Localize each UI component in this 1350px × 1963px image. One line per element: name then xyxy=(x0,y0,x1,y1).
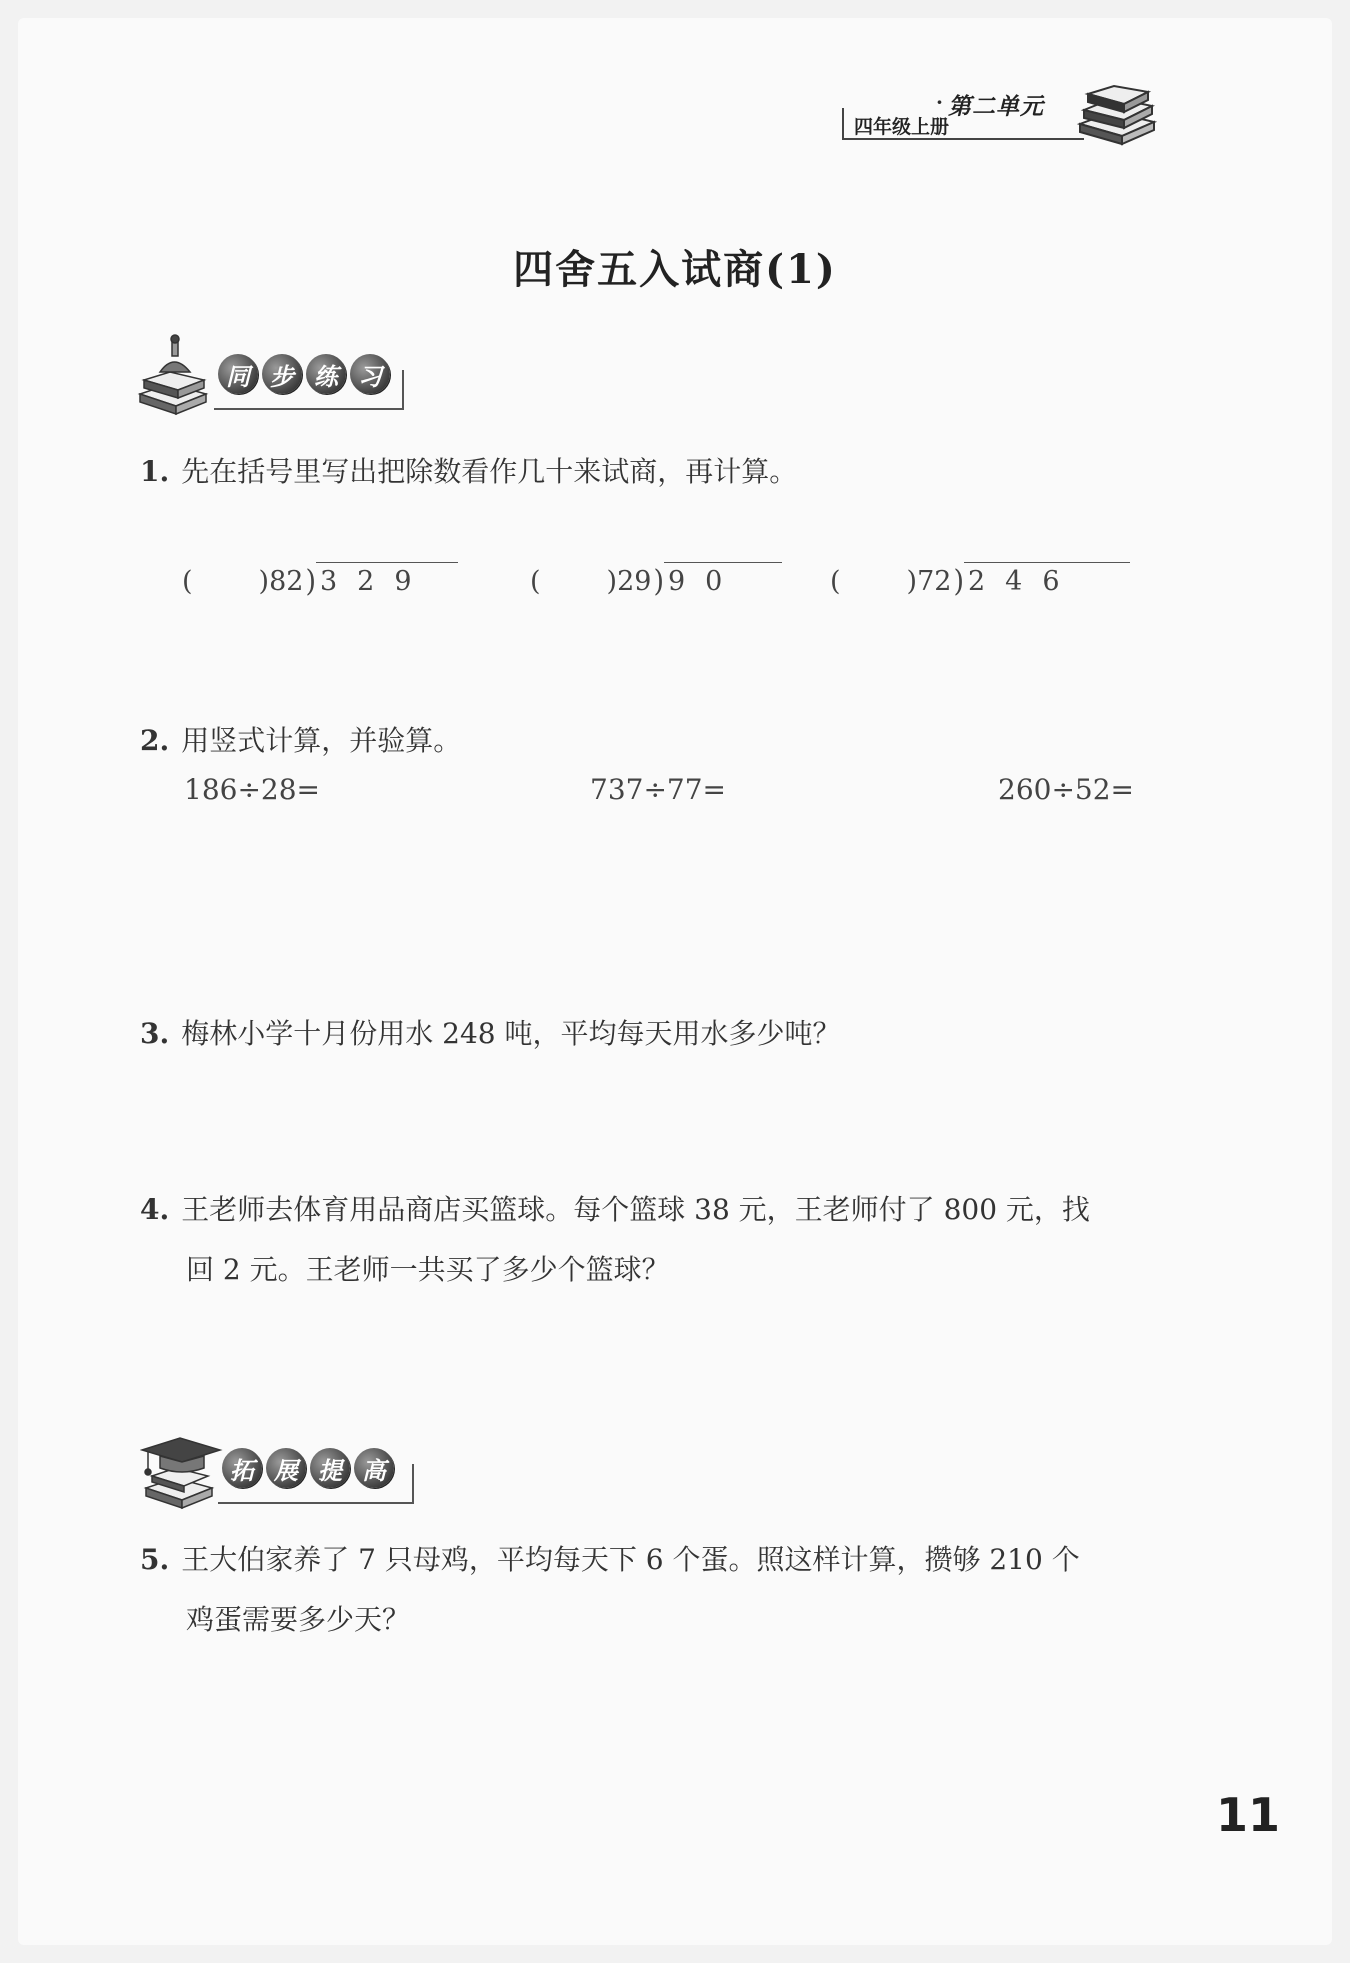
badge-char: 提 xyxy=(310,1448,350,1488)
question-number: 3. xyxy=(140,1017,170,1050)
question-text-line2: 鸡蛋需要多少天？ xyxy=(186,1603,411,1636)
header-dot: · xyxy=(936,90,943,114)
divisor: 82 xyxy=(269,566,304,597)
question-text-line2: 回 2 元。王老师一共买了多少个篮球？ xyxy=(186,1253,670,1286)
lamp-books-icon xyxy=(136,334,216,418)
dividend: 90 xyxy=(664,566,792,597)
badge-char: 展 xyxy=(266,1448,306,1488)
question-5 xyxy=(140,1530,1080,1650)
question-number: 5. xyxy=(140,1543,170,1576)
banner-badges xyxy=(222,1448,394,1488)
question-text: 用竖式计算，并验算。 xyxy=(181,724,462,757)
question-number: 1. xyxy=(140,455,170,488)
question-text: 先在括号里写出把除数看作几十来试商，再计算。 xyxy=(181,455,798,488)
books-icon xyxy=(1074,84,1158,154)
question-1 xyxy=(140,442,797,502)
unit-label: 第二单元 xyxy=(948,94,1044,120)
section-banner-practice xyxy=(136,334,416,414)
section-banner-extension xyxy=(140,1428,420,1508)
division-item: ( )82) 329 xyxy=(182,566,468,597)
graduation-cap-books-icon xyxy=(140,1428,224,1512)
question-number: 2. xyxy=(140,724,170,757)
division-item: ( )72) 246 xyxy=(830,566,1140,597)
question-4 xyxy=(140,1180,1090,1300)
divisor: 29 xyxy=(617,566,652,597)
question-3 xyxy=(140,1004,840,1064)
question-text-line1: 王老师去体育用品商店买篮球。每个篮球 38 元，王老师付了 800 元，找 xyxy=(181,1193,1090,1226)
badge-char: 高 xyxy=(354,1448,394,1488)
division-item: ( )29) 90 xyxy=(530,566,792,597)
calc-item: 186÷28= xyxy=(184,773,320,806)
grade-label: 四年级上册 xyxy=(854,116,950,138)
divisor: 72 xyxy=(917,566,952,597)
badge-char: 拓 xyxy=(222,1448,262,1488)
badge-char: 练 xyxy=(306,354,346,394)
badge-char: 习 xyxy=(350,354,390,394)
page-title: 四舍五入试商(1) xyxy=(513,246,837,293)
banner-badges xyxy=(218,354,390,394)
calc-item: 260÷52= xyxy=(998,773,1134,806)
badge-char: 步 xyxy=(262,354,302,394)
badge-char: 同 xyxy=(218,354,258,394)
dividend: 329 xyxy=(316,566,468,597)
question-text-line1: 王大伯家养了 7 只母鸡，平均每天下 6 个蛋。照这样计算，攒够 210 个 xyxy=(181,1543,1080,1576)
unit-header xyxy=(842,84,1172,154)
workbook-page xyxy=(18,18,1332,1945)
page-number: 11 xyxy=(1216,1788,1281,1842)
calc-item: 737÷77= xyxy=(590,773,726,806)
question-2 xyxy=(140,711,461,771)
question-number: 4. xyxy=(140,1193,170,1226)
dividend: 246 xyxy=(964,566,1140,597)
question-text: 梅林小学十月份用水 248 吨，平均每天用水多少吨？ xyxy=(181,1017,841,1050)
